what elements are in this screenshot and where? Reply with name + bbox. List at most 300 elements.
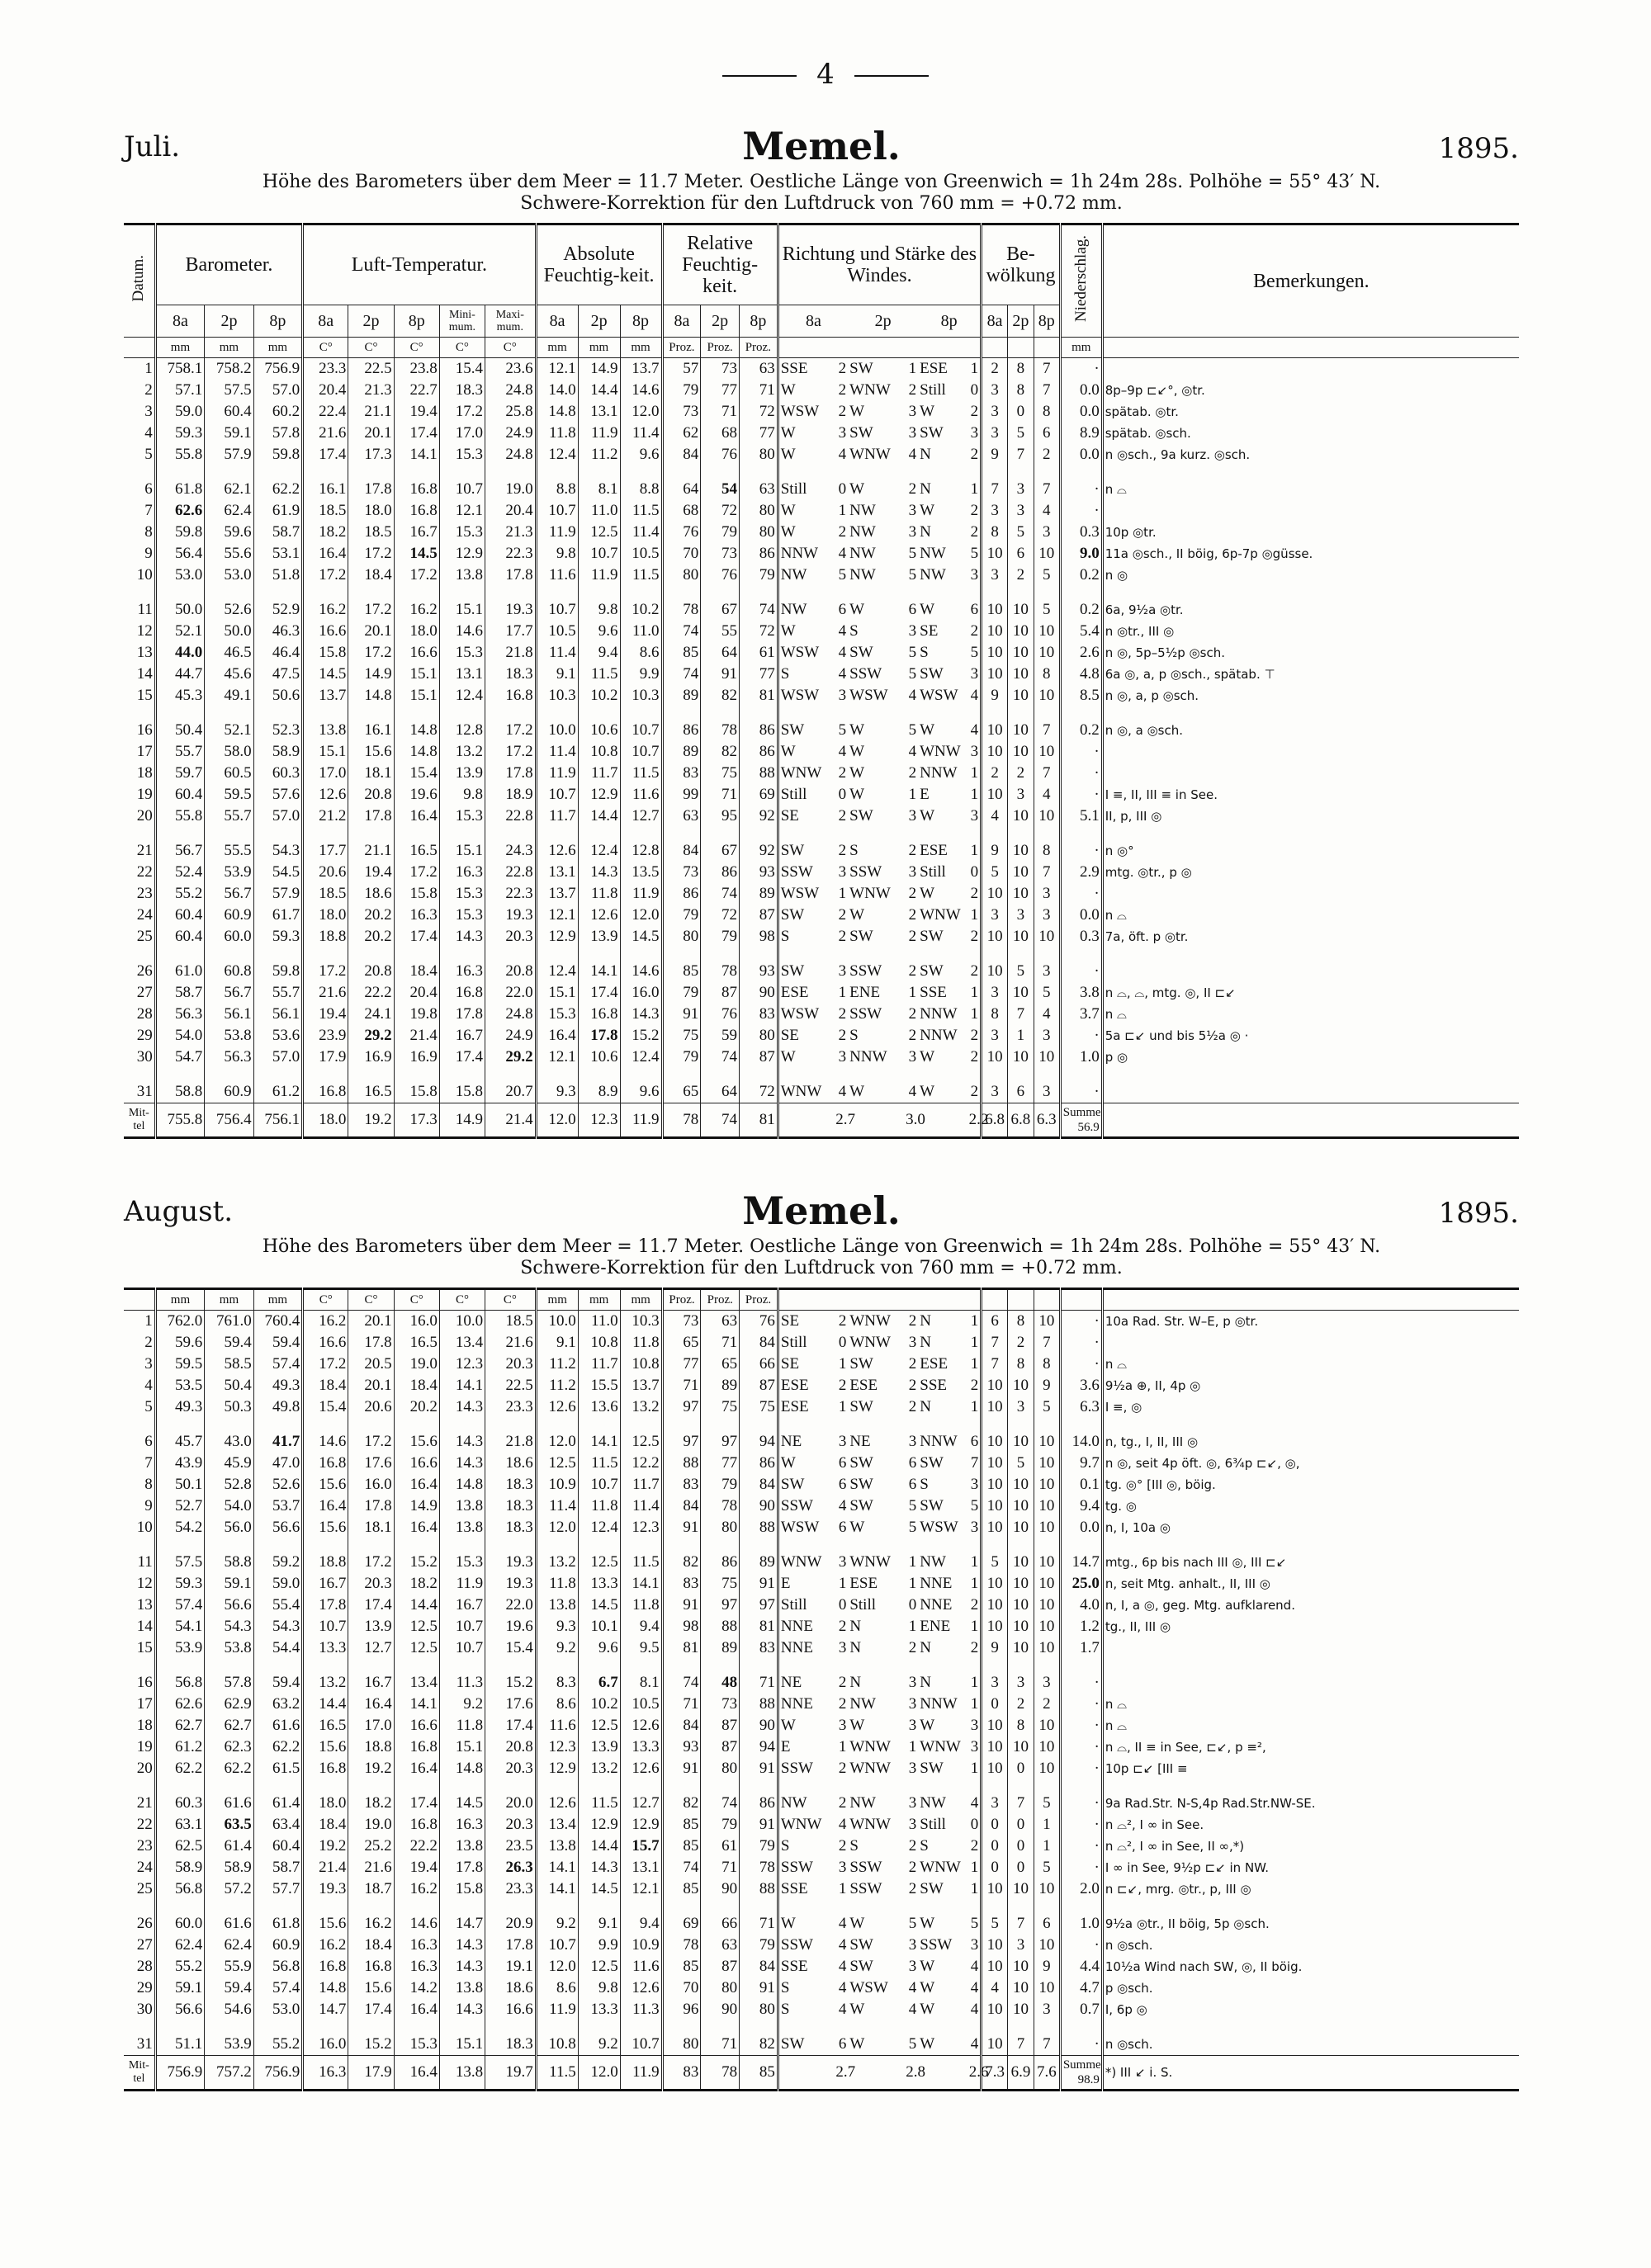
- table-cell: 56.7: [205, 883, 253, 905]
- table-cell: SW: [920, 1880, 944, 1897]
- table-cell: 10: [982, 1453, 1008, 1474]
- table-cell: 2: [908, 1398, 917, 1415]
- table-cell: ·: [1060, 1836, 1102, 1857]
- table-cell: 5: [908, 644, 917, 661]
- table-cell: 4: [144, 1377, 153, 1394]
- table-cell: 2: [838, 381, 847, 399]
- table-cell: 85: [662, 642, 701, 664]
- table-cell: 9.6: [620, 444, 662, 465]
- gravity-correction: Schwere-Korrektion für den Luftdruck von 760 mm = +0.72 mm.: [520, 1258, 1123, 1278]
- table-cell: 2: [982, 358, 1008, 380]
- table-cell: 10: [1008, 862, 1034, 883]
- table-cell: 8.1: [620, 1659, 662, 1694]
- unit-label: mm: [253, 1289, 302, 1311]
- table-cell: 27: [136, 984, 153, 1001]
- table-cell: 0.3: [1060, 926, 1102, 947]
- table-cell: 76: [740, 1311, 778, 1333]
- table-cell: W: [920, 2035, 935, 2053]
- table-cell: 15.1: [394, 685, 439, 706]
- table-cell: 2: [908, 1837, 917, 1855]
- table-cell: 4: [970, 687, 979, 704]
- table-cell: 1: [908, 786, 917, 803]
- table-cell: 15.1: [439, 586, 485, 621]
- table-cell: 89: [662, 685, 701, 706]
- table-cell: 24.8: [485, 444, 537, 465]
- table-cell: 93: [739, 947, 778, 982]
- table-cell: SSE: [920, 984, 947, 1001]
- table-cell: 53.5: [155, 1375, 204, 1396]
- table-cell: 55.8: [155, 806, 204, 827]
- remark-cell: I ∞ in See, 9½p ⊏↙ in NW.: [1102, 1857, 1519, 1878]
- table-cell: 86: [739, 741, 778, 763]
- table-cell: 10: [982, 1616, 1008, 1637]
- table-cell: 97: [662, 1418, 701, 1453]
- table-cell: 20.3: [485, 1758, 537, 1779]
- table-cell: 0.2: [1060, 706, 1102, 741]
- table-cell: 16.4: [348, 1694, 394, 1715]
- table-cell: 18.0: [394, 621, 439, 642]
- table-cell: 11.6: [536, 565, 578, 586]
- table-cell: 2: [970, 1639, 979, 1656]
- table-cell: 53.0: [253, 1999, 302, 2020]
- table-cell: SSW: [849, 1005, 882, 1023]
- table-cell: 4: [838, 2001, 847, 2018]
- unit-label: mm: [155, 1289, 204, 1311]
- table-cell: 12.5: [394, 1637, 439, 1659]
- table-cell: 3: [970, 566, 979, 584]
- unit-label: [1060, 1289, 1102, 1311]
- table-cell: 13.1: [536, 862, 578, 883]
- table-cell: 9.6: [620, 1068, 662, 1103]
- table-cell: SSW: [849, 863, 882, 881]
- remark-cell: 9½a ⊕, II, 4p ◎: [1102, 1375, 1519, 1396]
- table-cell: WNW: [849, 1334, 891, 1351]
- table-cell: 5: [1034, 586, 1060, 621]
- remark-cell: [1102, 1332, 1519, 1354]
- table-cell: WNW: [920, 1738, 961, 1755]
- table-cell: 28: [136, 1005, 153, 1023]
- table-cell: 8: [1034, 664, 1060, 685]
- table-cell: 23.3: [485, 1396, 537, 1418]
- table-cell: 8: [144, 1476, 153, 1493]
- table-cell: 18.5: [348, 522, 394, 543]
- table-row: [124, 1068, 1519, 1103]
- table-row: [124, 1573, 1519, 1595]
- table-cell: 10: [1008, 1418, 1034, 1453]
- table-cell: 16.2: [394, 1878, 439, 1900]
- table-cell: 18.2: [303, 522, 348, 543]
- table-cell: 2.0: [1060, 1878, 1102, 1900]
- table-cell: 0.0: [1060, 1517, 1102, 1538]
- table-cell: 97: [662, 1396, 701, 1418]
- table-cell: 10: [1008, 1375, 1034, 1396]
- table-cell: ·: [1060, 1758, 1102, 1779]
- table-cell: 11.0: [620, 621, 662, 642]
- table-cell: 9: [982, 827, 1008, 862]
- table-cell: 84: [662, 1495, 701, 1517]
- table-cell: NW: [920, 1794, 946, 1812]
- table-cell: 78: [740, 1857, 778, 1878]
- table-cell: 5: [908, 665, 917, 683]
- table-row: [124, 522, 1519, 543]
- table-cell: 76: [701, 444, 740, 465]
- table-cell: 2: [838, 1837, 847, 1855]
- table-cell: 54.3: [253, 827, 302, 862]
- table-cell: WSW: [920, 1519, 958, 1536]
- table-cell: 64: [701, 642, 740, 664]
- table-cell: S: [920, 644, 929, 661]
- table-cell: 60.0: [155, 1900, 204, 1935]
- table-cell: 88: [701, 1616, 740, 1637]
- table-cell: 19.3: [303, 1878, 348, 1900]
- table-cell: 43.0: [205, 1418, 253, 1453]
- table-cell: 71: [701, 784, 740, 806]
- table-cell: 10.8: [536, 2020, 578, 2056]
- table-cell: 24: [136, 1859, 153, 1876]
- table-cell: 86: [739, 706, 778, 741]
- table-cell: ·: [1060, 1068, 1102, 1103]
- table-cell: 84: [662, 1715, 701, 1736]
- table-cell: 7: [1034, 1332, 1060, 1354]
- table-cell: 55.2: [253, 2020, 302, 2056]
- table-cell: 5: [982, 1900, 1008, 1935]
- table-cell: 2: [908, 480, 917, 498]
- table-cell: 2: [908, 885, 917, 902]
- table-cell: 16.7: [348, 1659, 394, 1694]
- table-cell: 56.6: [205, 1595, 253, 1616]
- table-cell: SW: [849, 1476, 873, 1493]
- table-cell: 15.3: [439, 444, 485, 465]
- table-cell: 24.8: [485, 1004, 537, 1025]
- table-cell: 72: [739, 1068, 778, 1103]
- table-cell: 17.4: [394, 926, 439, 947]
- table-cell: 1: [908, 984, 917, 1001]
- table-cell: 17.6: [485, 1694, 537, 1715]
- mean-cell: 2.7: [834, 2056, 848, 2091]
- table-cell: 14.4: [578, 380, 620, 401]
- table-cell: WNW: [778, 763, 834, 784]
- table-cell: 56.8: [155, 1659, 204, 1694]
- table-cell: 90: [740, 1715, 778, 1736]
- table-cell: 5: [908, 545, 917, 562]
- table-cell: S: [920, 1837, 929, 1855]
- table-cell: 26: [136, 962, 153, 980]
- mean-cell: 17.3: [394, 1103, 439, 1138]
- subheader: 2p: [1008, 305, 1034, 338]
- table-cell: 7: [144, 1454, 153, 1472]
- table-cell: 59.4: [205, 1332, 253, 1354]
- table-cell: 60.9: [205, 905, 253, 926]
- table-cell: 25: [136, 928, 153, 945]
- table-cell: 2: [908, 1005, 917, 1023]
- table-cell: 12.5: [578, 1715, 620, 1736]
- table-cell: 59.1: [205, 1573, 253, 1595]
- table-cell: 2: [144, 1334, 153, 1351]
- table-cell: 10.0: [536, 1311, 578, 1333]
- remark-cell: n, I, 10a ◎: [1102, 1517, 1519, 1538]
- table-cell: 82: [701, 685, 740, 706]
- table-cell: 52.1: [205, 706, 253, 741]
- table-cell: 56.7: [155, 827, 204, 862]
- table-cell: 76: [701, 565, 740, 586]
- table-cell: 63: [701, 1935, 740, 1956]
- table-cell: 58.9: [253, 741, 302, 763]
- table-cell: 52.6: [205, 586, 253, 621]
- table-cell: 3: [838, 1048, 847, 1065]
- table-cell: 55.7: [205, 806, 253, 827]
- table-cell: WNW: [849, 1738, 891, 1755]
- table-cell: 10: [1008, 883, 1034, 905]
- table-cell: 17.3: [348, 444, 394, 465]
- table-cell: 4: [838, 665, 847, 683]
- table-cell: 4: [908, 743, 917, 760]
- table-cell: 83: [662, 763, 701, 784]
- table-cell: 2: [144, 381, 153, 399]
- table-cell: 8: [1008, 358, 1034, 380]
- august-section: [124, 1188, 1519, 2091]
- table-row: [124, 621, 1519, 642]
- table-cell: NW: [849, 1794, 876, 1812]
- table-row: [124, 1418, 1519, 1453]
- table-cell: 86: [740, 1779, 778, 1814]
- table-cell: 62.9: [205, 1694, 253, 1715]
- table-cell: 2: [970, 1837, 979, 1855]
- table-cell: 3: [1008, 500, 1034, 522]
- table-cell: 16.8: [303, 1453, 348, 1474]
- table-cell: W: [849, 743, 865, 760]
- table-cell: ·: [1060, 465, 1102, 500]
- table-cell: 10: [136, 566, 153, 584]
- table-cell: 10.3: [620, 1311, 662, 1333]
- table-cell: 18.0: [348, 500, 394, 522]
- table-cell: 758.2: [205, 358, 253, 380]
- table-cell: 72: [701, 500, 740, 522]
- table-cell: 19.4: [394, 1857, 439, 1878]
- table-cell: ·: [1060, 763, 1102, 784]
- table-cell: 10: [1034, 1311, 1060, 1333]
- table-cell: ·: [1060, 500, 1102, 522]
- table-cell: 75: [701, 763, 740, 784]
- table-cell: 21.1: [348, 401, 394, 423]
- table-cell: 3: [970, 1738, 979, 1755]
- table-cell: 59.8: [155, 522, 204, 543]
- table-cell: 14.8: [348, 685, 394, 706]
- table-cell: 47.0: [253, 1453, 302, 1474]
- table-cell: 11.8: [578, 1495, 620, 1517]
- table-cell: 18.5: [303, 500, 348, 522]
- table-cell: 2: [838, 842, 847, 859]
- table-cell: ESE: [920, 360, 948, 377]
- table-cell: 83: [662, 1573, 701, 1595]
- remark-cell: n ◎sch., 9a kurz. ◎sch.: [1102, 444, 1519, 465]
- table-cell: 13.8: [439, 1977, 485, 1999]
- table-cell: 62.4: [155, 1935, 204, 1956]
- table-cell: 11.9: [578, 423, 620, 444]
- table-cell: 2: [970, 885, 979, 902]
- table-cell: 18.3: [439, 380, 485, 401]
- table-cell: 70: [662, 543, 701, 565]
- mean-cell: [848, 1103, 904, 1138]
- table-cell: 7: [1034, 465, 1060, 500]
- table-cell: 10: [1034, 1453, 1060, 1474]
- table-cell: 84: [740, 1956, 778, 1977]
- table-cell: 15.2: [620, 1025, 662, 1047]
- table-cell: S: [778, 1977, 834, 1999]
- table-cell: 0.3: [1060, 522, 1102, 543]
- subheader: 2p: [701, 305, 740, 338]
- table-cell: 12.0: [536, 1956, 578, 1977]
- table-cell: 57.4: [253, 1354, 302, 1375]
- table-cell: 2: [1008, 1694, 1034, 1715]
- table-cell: 15.4: [394, 763, 439, 784]
- table-cell: 21.3: [485, 522, 537, 543]
- table-cell: 3: [908, 1695, 917, 1713]
- table-row: [124, 1935, 1519, 1956]
- table-cell: 80: [739, 522, 778, 543]
- remark-cell: [1102, 1068, 1519, 1103]
- table-cell: 86: [701, 1538, 740, 1573]
- table-cell: 15.6: [394, 1418, 439, 1453]
- table-cell: 59.4: [253, 1659, 302, 1694]
- table-cell: 17.8: [485, 565, 537, 586]
- table-cell: SW: [849, 807, 873, 825]
- table-cell: 22.3: [485, 883, 537, 905]
- table-cell: 1: [970, 1618, 979, 1635]
- table-cell: 10: [1008, 926, 1034, 947]
- table-cell: 12.8: [620, 827, 662, 862]
- table-cell: 57.8: [205, 1659, 253, 1694]
- table-cell: 20.8: [485, 947, 537, 982]
- table-row: [124, 1025, 1519, 1047]
- table-cell: 11.4: [620, 423, 662, 444]
- table-cell: 10: [1034, 1616, 1060, 1637]
- table-cell: W: [849, 601, 865, 618]
- table-cell: ESE: [778, 982, 834, 1004]
- table-cell: 17.4: [303, 444, 348, 465]
- table-cell: 13.1: [620, 1857, 662, 1878]
- table-cell: SE: [778, 1354, 834, 1375]
- table-cell: 9.8: [578, 1977, 620, 1999]
- table-cell: SW: [920, 665, 944, 683]
- table-cell: 71: [701, 1857, 740, 1878]
- table-cell: NE: [778, 1659, 834, 1694]
- table-cell: 16.0: [303, 2020, 348, 2056]
- unit-label: mm: [620, 1289, 662, 1311]
- table-cell: 86: [739, 543, 778, 565]
- table-row: [124, 806, 1519, 827]
- unit-label: C°: [439, 338, 485, 358]
- table-cell: NNW: [778, 543, 834, 565]
- table-cell: 57.1: [155, 380, 204, 401]
- table-cell: 9.3: [536, 1616, 578, 1637]
- table-cell: 19.0: [394, 1354, 439, 1375]
- table-cell: 2: [838, 1312, 847, 1330]
- table-cell: 20.8: [348, 784, 394, 806]
- table-cell: 2: [970, 446, 979, 463]
- table-cell: 8.6: [536, 1977, 578, 1999]
- table-cell: 10: [136, 1519, 153, 1536]
- table-cell: 10: [1034, 1495, 1060, 1517]
- table-cell: 15.3: [439, 905, 485, 926]
- table-cell: 2: [970, 1377, 979, 1394]
- table-cell: 16.8: [303, 1068, 348, 1103]
- mean-cell: 2.7: [834, 1103, 848, 1138]
- table-cell: W: [920, 403, 935, 420]
- table-row: [124, 685, 1519, 706]
- table-cell: ENE: [849, 984, 881, 1001]
- table-cell: 13.8: [439, 565, 485, 586]
- table-cell: 11: [137, 1553, 153, 1571]
- table-cell: 78: [701, 706, 740, 741]
- table-cell: 3.6: [1060, 1375, 1102, 1396]
- table-cell: 2: [908, 1355, 917, 1373]
- table-cell: 19.8: [394, 1004, 439, 1025]
- table-cell: 4: [970, 1794, 979, 1812]
- table-cell: ·: [1060, 1736, 1102, 1758]
- table-cell: 21.6: [348, 1857, 394, 1878]
- table-cell: 4: [908, 2001, 917, 2018]
- table-cell: 10: [1008, 1878, 1034, 1900]
- table-cell: 52.4: [155, 862, 204, 883]
- table-cell: 19.0: [348, 1814, 394, 1836]
- table-cell: 87: [701, 982, 740, 1004]
- remark-cell: n ⌓: [1102, 1004, 1519, 1025]
- table-cell: 57.7: [253, 1878, 302, 1900]
- table-cell: 59.5: [155, 1354, 204, 1375]
- table-cell: NW: [920, 1553, 946, 1571]
- absolute-humidity-header: Absolute Feuchtig-keit.: [536, 224, 662, 305]
- table-cell: 18.4: [394, 947, 439, 982]
- table-cell: 78: [701, 1495, 740, 1517]
- table-cell: 3: [908, 403, 917, 420]
- table-cell: 10: [982, 1517, 1008, 1538]
- table-cell: 20.5: [348, 1354, 394, 1375]
- table-cell: 82: [662, 1779, 701, 1814]
- table-cell: 1: [838, 885, 847, 902]
- remark-cell: 11a ◎sch., II böig, 6p-7p ◎güsse.: [1102, 543, 1519, 565]
- table-cell: 16.3: [394, 905, 439, 926]
- table-cell: 14.4: [578, 806, 620, 827]
- table-cell: 62.2: [205, 1758, 253, 1779]
- table-cell: 13.9: [578, 1736, 620, 1758]
- table-cell: 13.9: [578, 926, 620, 947]
- table-cell: 5: [1034, 982, 1060, 1004]
- table-cell: 91: [662, 1758, 701, 1779]
- table-cell: 7: [982, 1354, 1008, 1375]
- table-cell: 15.1: [394, 664, 439, 685]
- table-cell: 5: [970, 644, 979, 661]
- table-cell: 59.2: [253, 1538, 302, 1573]
- table-cell: 22.8: [485, 806, 537, 827]
- remark-cell: n, seit Mtg. anhalt., II, III ◎: [1102, 1573, 1519, 1595]
- table-cell: 91: [740, 1977, 778, 1999]
- table-cell: 9: [144, 545, 153, 562]
- table-cell: 18.3: [485, 1474, 537, 1495]
- table-cell: ·: [1060, 1935, 1102, 1956]
- table-cell: SSE: [778, 1878, 834, 1900]
- table-cell: 6: [982, 1311, 1008, 1333]
- table-cell: 6: [908, 1454, 917, 1472]
- remark-cell: n ◎sch.: [1102, 2020, 1519, 2056]
- subheader: 8a: [536, 305, 578, 338]
- table-cell: 69: [739, 784, 778, 806]
- table-cell: 4: [838, 1816, 847, 1833]
- table-cell: 11: [137, 601, 153, 618]
- table-cell: 58.5: [205, 1354, 253, 1375]
- remark-cell: [1102, 947, 1519, 982]
- table-cell: 14.0: [1060, 1418, 1102, 1453]
- table-cell: 17.2: [348, 1418, 394, 1453]
